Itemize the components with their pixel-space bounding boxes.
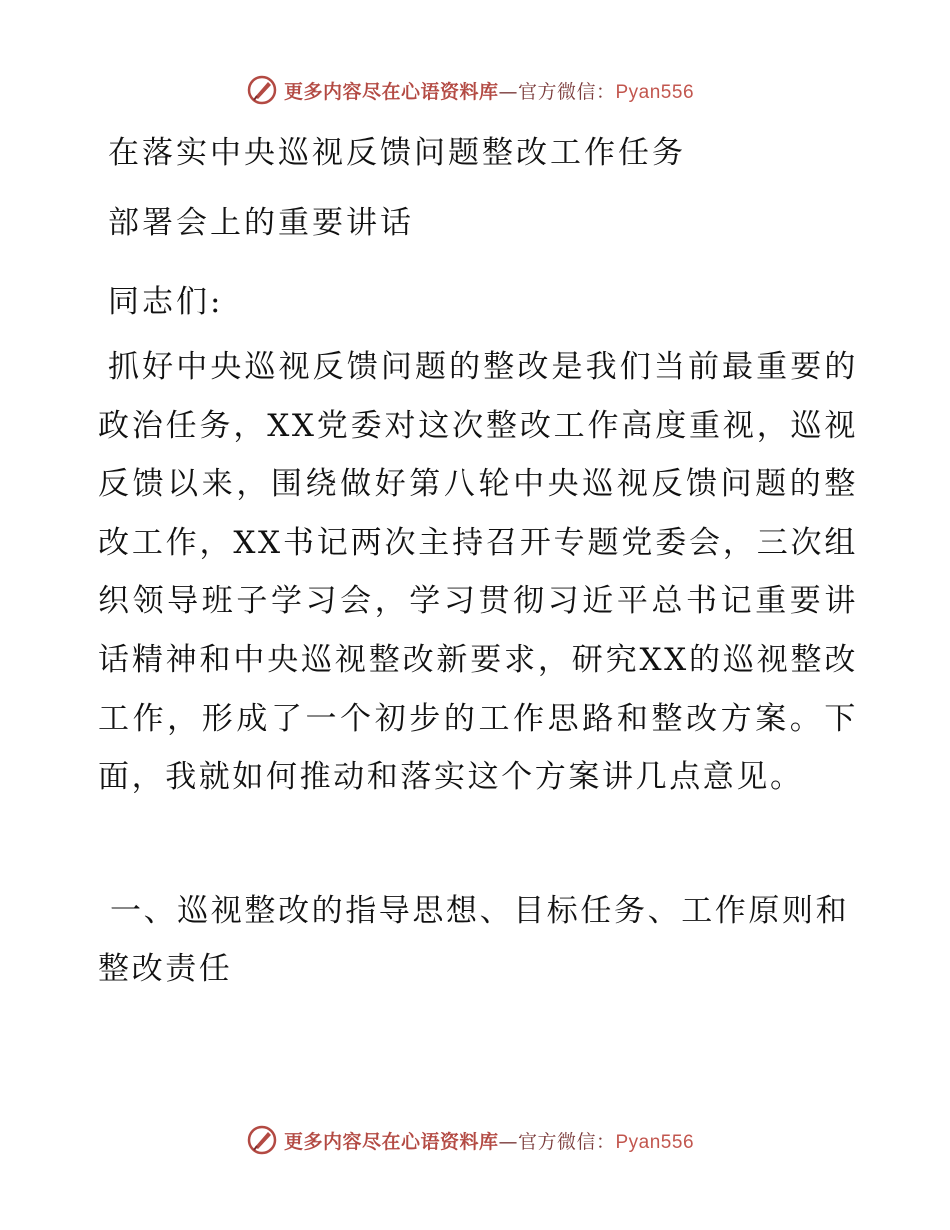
watermark-main-text: 更多内容尽在心语资料库 bbox=[283, 80, 499, 103]
watermark-sub-text: —官方微信： bbox=[498, 1130, 616, 1153]
watermark-text bbox=[284, 1127, 694, 1154]
document-title-line-2: 部署会上的重要讲话 bbox=[108, 205, 414, 241]
quill-logo-icon bbox=[246, 74, 278, 106]
quill-logo-icon bbox=[246, 1124, 278, 1156]
watermark-content bbox=[246, 74, 694, 106]
watermark-wechat-id: Pyan556 bbox=[615, 1131, 695, 1153]
watermark-wechat-id: Pyan556 bbox=[615, 81, 695, 103]
body-paragraph-1: 抓好中央巡视反馈问题的整改是我们当前最重要的政治任务，XX党委对这次整改工作高度重视，巡视反馈以来，围绕做好第八轮中央巡视反馈问题的整改工作，XX书记两次主持召开专题党委会，三次组织领导班子学习会，学习贯彻习近平总书记重要讲话精神和中央巡视整改新要求，研究XX的巡视整改工作，形成了一个初步的工作思路和整改方案。下面，我就如何推动和落实这个方案讲几点意见。 bbox=[98, 349, 858, 796]
watermark-sub-text: —官方微信： bbox=[498, 80, 616, 103]
watermark-header bbox=[0, 70, 950, 110]
watermark-main-text: 更多内容尽在心语资料库 bbox=[283, 1130, 499, 1153]
document-title-line-1: 在落实中央巡视反馈问题整改工作任务 bbox=[108, 135, 686, 171]
salutation: 同志们: bbox=[108, 284, 224, 320]
watermark-footer bbox=[0, 1120, 950, 1160]
section-1-heading: 一、巡视整改的指导思想、目标任务、工作原则和整改责任 bbox=[98, 893, 850, 987]
watermark-text bbox=[284, 77, 694, 104]
watermark-content bbox=[246, 1124, 694, 1156]
